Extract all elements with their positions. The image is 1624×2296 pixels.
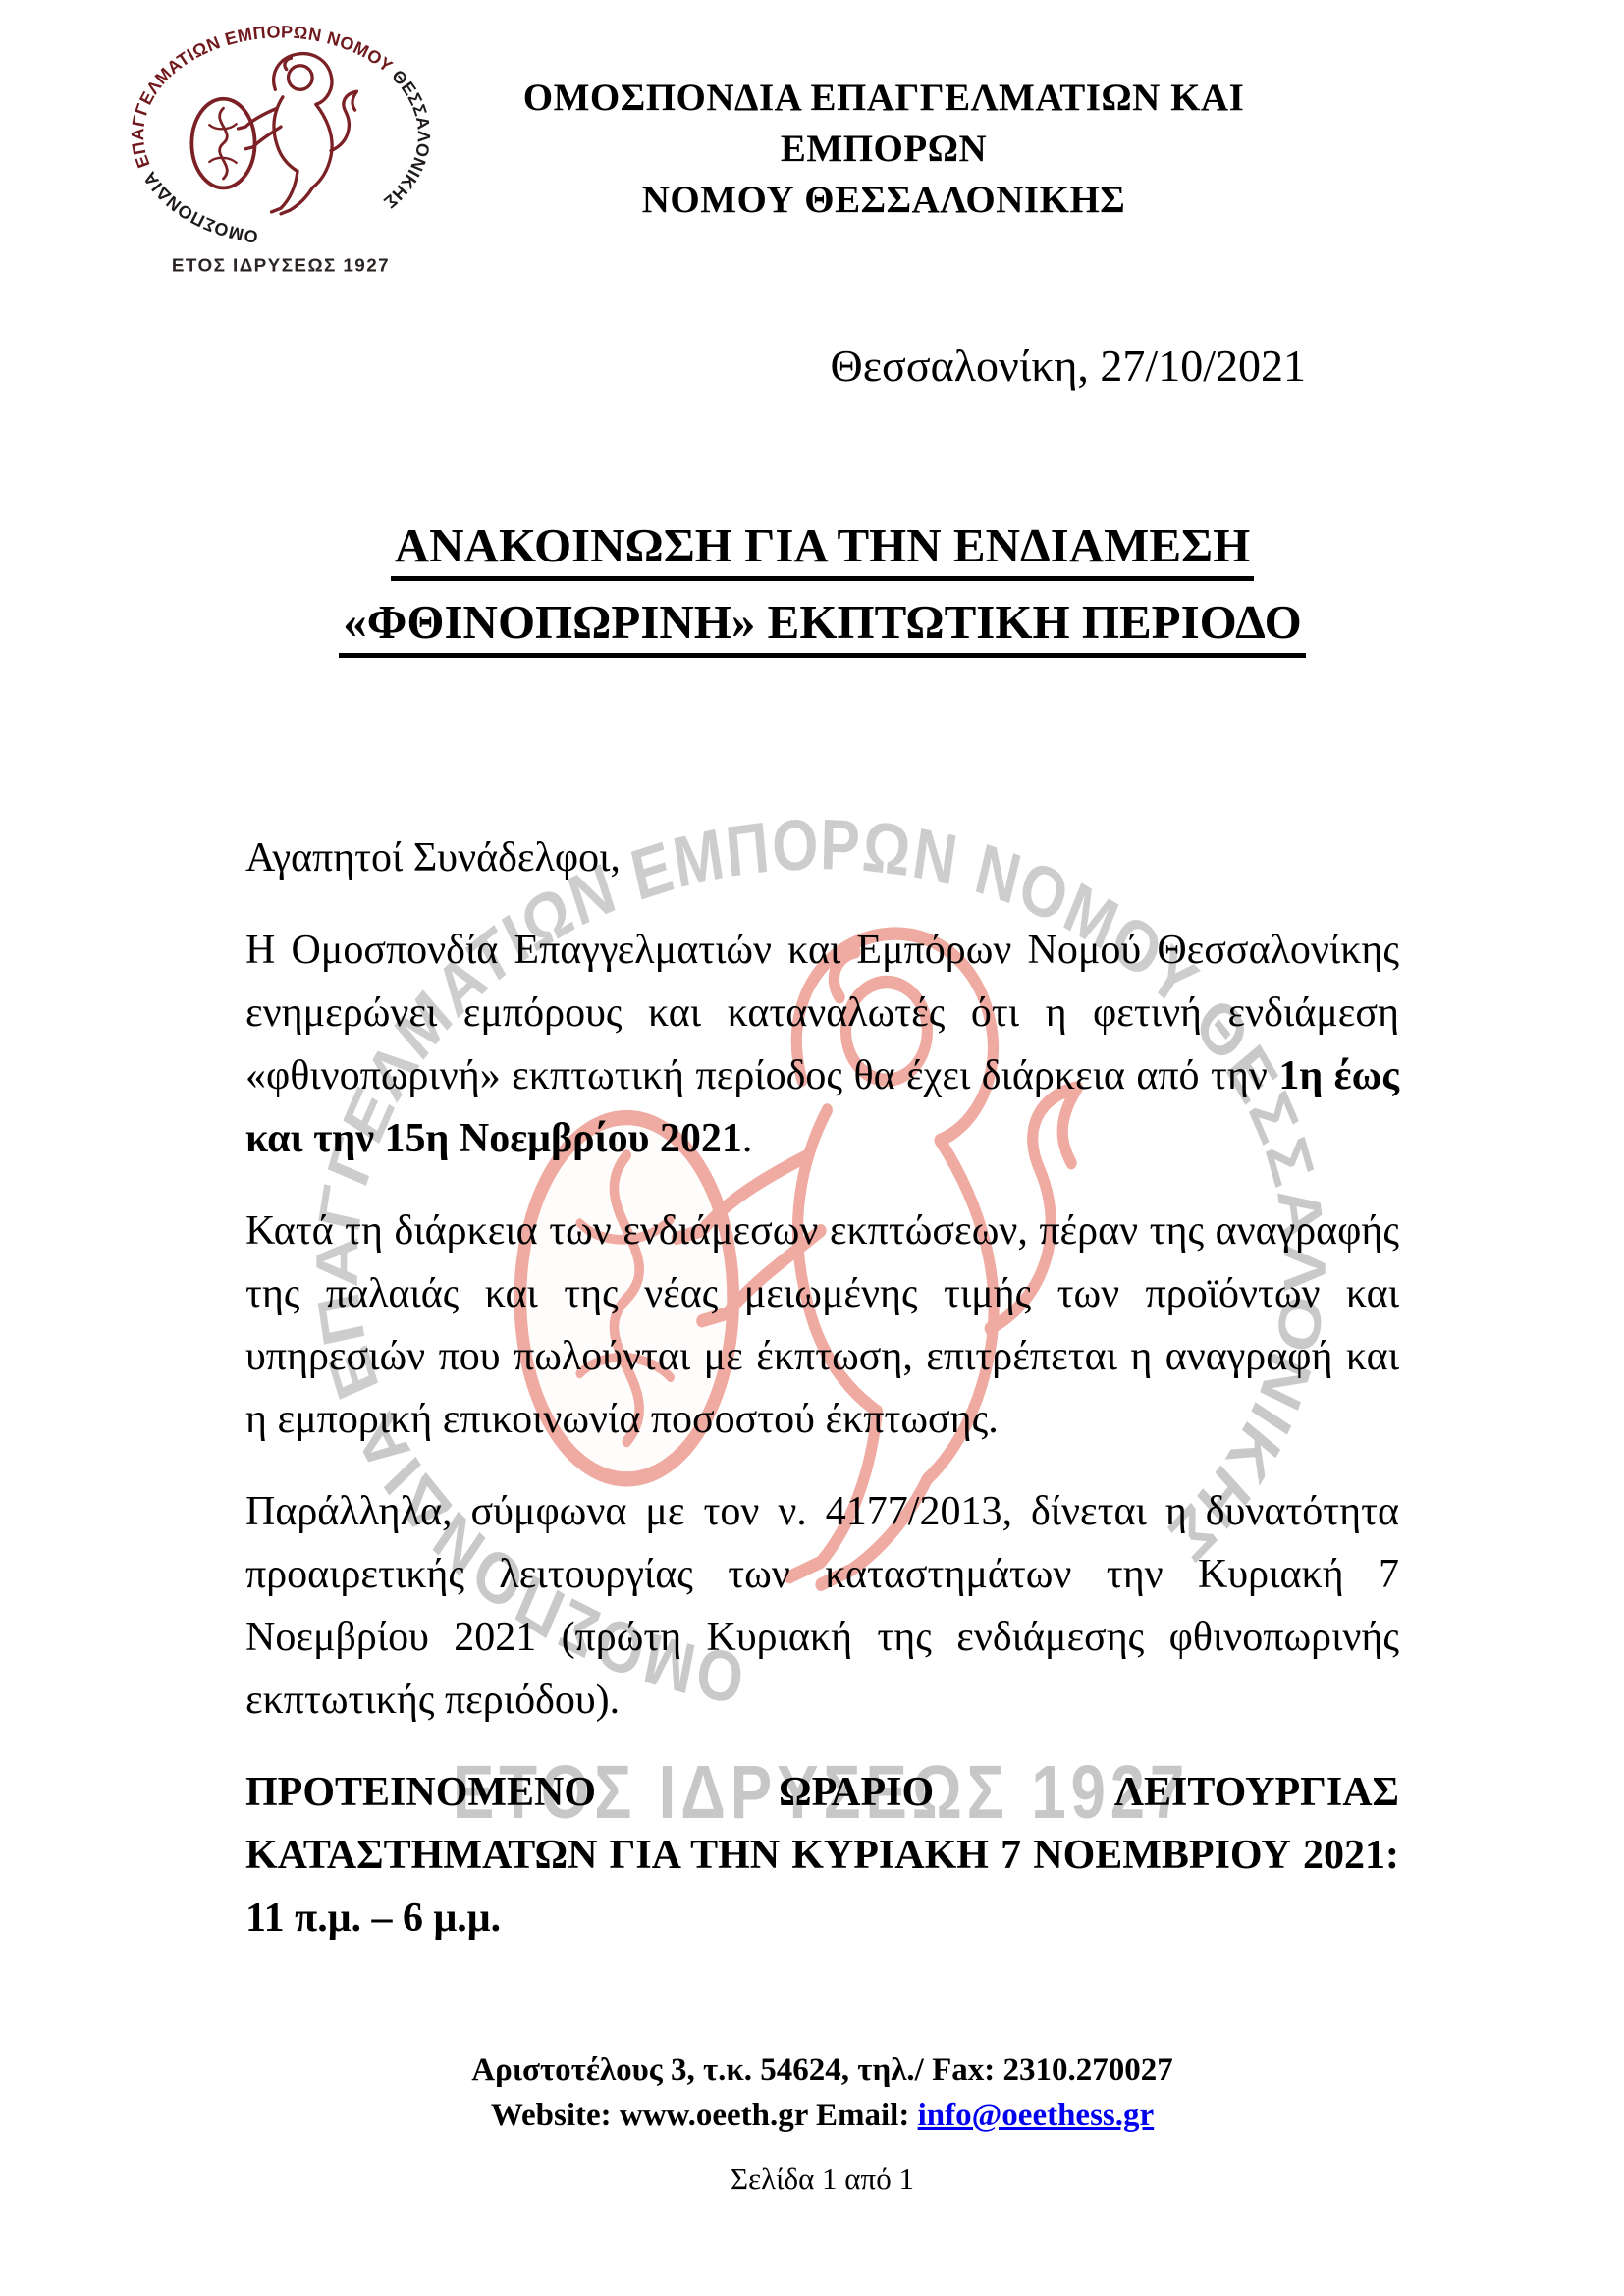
org-name-line1: ΟΜΟΣΠΟΝΔΙΑ ΕΠΑΓΓΕΛΜΑΤΙΩΝ ΚΑΙ ΕΜΠΟΡΩΝ [522,77,1245,170]
paragraph-text: . [741,1116,753,1161]
salutation: Αγαπητοί Συνάδελφοι, [245,835,621,881]
paragraph-text: Η Ομοσπονδία Επαγγελματιών και Εμπόρων Νομού Θεσσαλονίκης ενημερώνει εμπόρους και καταναλωτές ότι η φετινή ενδιάμεση «φθινοπωρινή» εκπτωτική περίοδος θα έχει διάρκεια από την [245,928,1399,1098]
title-line1: ΑΝΑΚΟΙΝΩΣΗ ΓΙΑ ΤΗΝ ΕΝΔΙΑΜΕΣΗ [391,518,1254,581]
web-email-line [231,2093,1414,2138]
email-link[interactable]: info@oeethess.gr [917,2098,1155,2133]
place-date-line: Θεσσαλονίκη, 27/10/2021 [830,341,1306,391]
org-letterhead [432,73,1335,226]
org-logo [114,12,448,294]
sale-dates-bold: 1η έως και την 15η Νοεμβρίου 2021 [245,1053,1400,1161]
document-title [245,518,1399,671]
paragraph-sale-period [245,919,1399,1170]
contact-footer [231,2048,1414,2138]
paragraph-sunday-opening: Παράλληλα, σύμφωνα με τον ν. 4177/2013, δίνεται η δυνατότητα προαιρετικής λειτουργίας των καταστημάτων την Κυριακή 7 Νοεμβρίου 2021 (πρώτη Κυριακή της ενδιάμεσης φθινοπωρινής εκπτωτικής περιόδου). [245,1489,1399,1723]
title-line2: «ΦΘΙΝΟΠΩΡΙΝΗ» ΕΚΠΤΩΤΙΚΗ ΠΕΡΙΟΔΟ [339,595,1305,658]
website-email-prefix: Website: www.oeeth.gr Email: [490,2098,918,2133]
page-number: Σελίδα 1 από 1 [731,2162,914,2196]
paragraph-proposed-hours: ΠΡΟΤΕΙΝΟΜΕΝΟ ΩΡΑΡΙΟ ΛΕΙΤΟΥΡΓΙΑΣ ΚΑΤΑΣΤΗΜΑΤΩΝ ΓΙΑ ΤΗΝ ΚΥΡΙΑΚΗ 7 ΝΟΕΜΒΡΙΟΥ 2021: 11 π.μ. – 6 μ.μ. [245,1770,1399,1941]
paragraph-discount-rules: Κατά τη διάρκεια των ενδιάμεσων εκπτώσεων, πέραν της αναγραφής της παλαιάς και της νέας μειωμένης τιμής των προϊόντων και υπηρεσιών που πωλούνται με έκπτωση, επιτρέπεται η αναγραφή και η εμπορική επικοινωνία ποσοστού έκπτωσης. [245,1208,1399,1442]
org-name-line2: ΝΟΜΟΥ ΘΕΣΣΑΛΟΝΙΚΗΣ [641,179,1126,221]
address-line: Αριστοτέλους 3, τ.κ. 54624, τηλ./ Fax: 2310.270027 [471,2053,1173,2088]
letter-body [245,827,1399,1979]
